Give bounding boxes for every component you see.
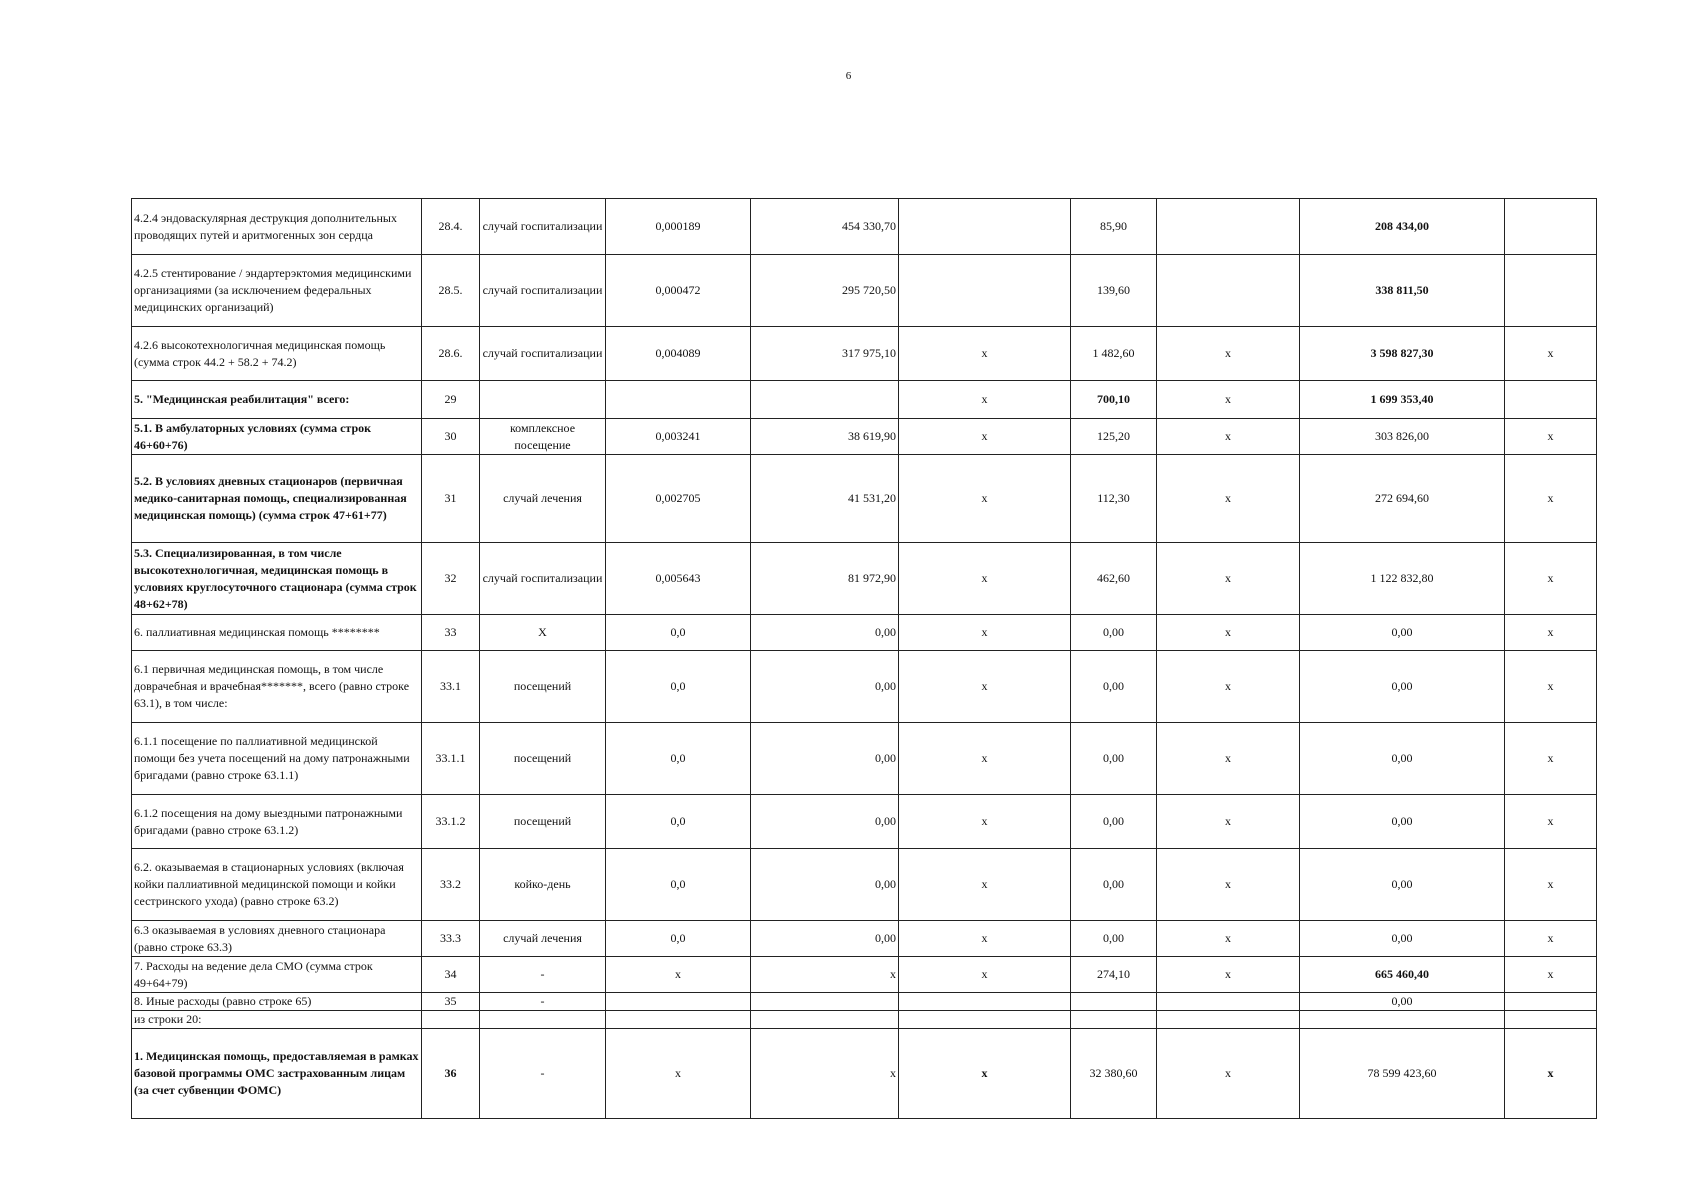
row-x2-cell: х [1157,795,1300,849]
row-total-cell: 1 699 353,40 [1300,381,1505,419]
row-unit-cell: Х [480,615,606,651]
row-norm-cell [606,381,751,419]
table-body [132,199,1597,1119]
row-cost-cell: х [751,1029,899,1119]
row-name-cell: 5.1. В амбулаторных условиях (сумма строк 46+60+76) [132,419,422,455]
row-x1-cell [899,255,1071,327]
row-per-capita-cell: 0,00 [1071,921,1157,957]
row-total-cell: 0,00 [1300,849,1505,921]
row-total-cell: 0,00 [1300,921,1505,957]
row-norm-cell: 0,004089 [606,327,751,381]
row-x1-cell: х [899,455,1071,543]
table-row [132,199,1597,255]
row-total-cell: 3 598 827,30 [1300,327,1505,381]
row-last-cell: х [1505,1029,1597,1119]
row-last-cell: х [1505,849,1597,921]
row-per-capita-cell: 85,90 [1071,199,1157,255]
row-last-cell [1505,255,1597,327]
table-row [132,993,1597,1011]
row-x2-cell: х [1157,543,1300,615]
row-unit-cell: посещений [480,795,606,849]
row-per-capita-cell: 112,30 [1071,455,1157,543]
row-code-cell: 33.2 [422,849,480,921]
row-code-cell: 28.6. [422,327,480,381]
row-total-cell: 0,00 [1300,723,1505,795]
row-unit-cell: случай лечения [480,921,606,957]
row-last-cell [1505,381,1597,419]
row-per-capita-cell: 0,00 [1071,651,1157,723]
row-x1-cell: х [899,615,1071,651]
row-x1-cell: х [899,795,1071,849]
row-code-cell: 33 [422,615,480,651]
row-name-cell: 6.3 оказываемая в условиях дневного стационара (равно строке 63.3) [132,921,422,957]
row-total-cell: 665 460,40 [1300,957,1505,993]
row-last-cell: х [1505,957,1597,993]
row-x1-cell [899,993,1071,1011]
row-norm-cell: 0,000472 [606,255,751,327]
row-last-cell: х [1505,543,1597,615]
row-x2-cell: х [1157,849,1300,921]
row-last-cell: х [1505,455,1597,543]
row-norm-cell: 0,0 [606,921,751,957]
row-last-cell [1505,1011,1597,1029]
row-code-cell: 36 [422,1029,480,1119]
row-name-cell: 5.3. Специализированная, в том числе высокотехнологичная, медицинская помощь в условиях круглосуточного стационара (сумма строк 48+62+78) [132,543,422,615]
row-x1-cell: х [899,921,1071,957]
row-code-cell [422,1011,480,1029]
row-cost-cell: 0,00 [751,795,899,849]
row-per-capita-cell: 700,10 [1071,381,1157,419]
row-cost-cell: 454 330,70 [751,199,899,255]
row-x2-cell: х [1157,957,1300,993]
row-unit-cell: посещений [480,651,606,723]
row-cost-cell: 295 720,50 [751,255,899,327]
row-last-cell [1505,993,1597,1011]
row-unit-cell: случай госпитализации [480,255,606,327]
row-unit-cell: случай госпитализации [480,543,606,615]
row-total-cell: 208 434,00 [1300,199,1505,255]
row-total-cell: 0,00 [1300,993,1505,1011]
row-cost-cell: 0,00 [751,615,899,651]
row-x2-cell: х [1157,419,1300,455]
row-x1-cell: х [899,651,1071,723]
row-name-cell: 5.2. В условиях дневных стационаров (первичная медико-санитарная помощь, специализированная медицинская помощь) (сумма строк 47+61+77) [132,455,422,543]
table-row [132,327,1597,381]
row-name-cell: 7. Расходы на ведение дела СМО (сумма строк 49+64+79) [132,957,422,993]
table-row [132,615,1597,651]
row-x2-cell [1157,255,1300,327]
table-row [132,543,1597,615]
row-name-cell: 4.2.5 стентирование / эндартерэктомия медицинскими организациями (за исключением федеральных медицинских организаций) [132,255,422,327]
row-unit-cell [480,381,606,419]
row-x1-cell [899,199,1071,255]
table-row [132,651,1597,723]
row-last-cell: х [1505,327,1597,381]
row-last-cell: х [1505,615,1597,651]
row-per-capita-cell [1071,993,1157,1011]
row-code-cell: 33.1.2 [422,795,480,849]
row-code-cell: 31 [422,455,480,543]
row-total-cell: 0,00 [1300,651,1505,723]
table-row [132,381,1597,419]
row-code-cell: 34 [422,957,480,993]
row-per-capita-cell: 0,00 [1071,795,1157,849]
row-per-capita-cell: 0,00 [1071,849,1157,921]
row-norm-cell: 0,0 [606,651,751,723]
row-x1-cell: х [899,957,1071,993]
row-x2-cell [1157,993,1300,1011]
row-cost-cell [751,993,899,1011]
row-total-cell: 272 694,60 [1300,455,1505,543]
row-code-cell: 32 [422,543,480,615]
table-row [132,419,1597,455]
row-unit-cell [480,1011,606,1029]
row-total-cell: 303 826,00 [1300,419,1505,455]
row-x1-cell: х [899,543,1071,615]
row-unit-cell: посещений [480,723,606,795]
row-last-cell: х [1505,795,1597,849]
row-x1-cell: х [899,419,1071,455]
row-total-cell: 338 811,50 [1300,255,1505,327]
row-per-capita-cell: 0,00 [1071,723,1157,795]
page-number: 6 [845,70,852,82]
row-name-cell: 4.2.4 эндоваскулярная деструкция дополнительных проводящих путей и аритмогенных зон сердца [132,199,422,255]
row-per-capita-cell: 274,10 [1071,957,1157,993]
row-x1-cell: х [899,1029,1071,1119]
row-cost-cell: 317 975,10 [751,327,899,381]
row-code-cell: 35 [422,993,480,1011]
row-norm-cell: 0,0 [606,795,751,849]
row-name-cell: 6.1.2 посещения на дому выездными патронажными бригадами (равно строке 63.1.2) [132,795,422,849]
row-x1-cell: х [899,327,1071,381]
row-norm-cell: х [606,957,751,993]
row-name-cell: 6.2. оказываемая в стационарных условиях (включая койки паллиативной медицинской помощи и койки сестринского ухода) (равно строке 63.2) [132,849,422,921]
row-last-cell [1505,199,1597,255]
table-row [132,849,1597,921]
row-total-cell: 0,00 [1300,795,1505,849]
row-cost-cell: 0,00 [751,723,899,795]
row-norm-cell: х [606,1029,751,1119]
row-unit-cell: - [480,1029,606,1119]
row-code-cell: 28.4. [422,199,480,255]
row-last-cell: х [1505,723,1597,795]
row-x2-cell: х [1157,723,1300,795]
row-code-cell: 33.3 [422,921,480,957]
table-row [132,921,1597,957]
row-norm-cell: 0,0 [606,723,751,795]
financial-table [131,198,1597,1119]
row-x2-cell: х [1157,615,1300,651]
row-norm-cell: 0,0 [606,615,751,651]
row-cost-cell [751,1011,899,1029]
row-unit-cell: случай госпитализации [480,327,606,381]
row-cost-cell: 0,00 [751,651,899,723]
row-cost-cell: 38 619,90 [751,419,899,455]
row-per-capita-cell: 0,00 [1071,615,1157,651]
table-row [132,795,1597,849]
row-name-cell: 1. Медицинская помощь, предоставляемая в рамках базовой программы ОМС застрахованным лицам (за счет субвенции ФОМС) [132,1029,422,1119]
row-x1-cell: х [899,723,1071,795]
row-per-capita-cell: 1 482,60 [1071,327,1157,381]
row-per-capita-cell: 462,60 [1071,543,1157,615]
row-name-cell: 5. "Медицинская реабилитация" всего: [132,381,422,419]
row-cost-cell: 0,00 [751,849,899,921]
row-code-cell: 28.5. [422,255,480,327]
row-last-cell: х [1505,419,1597,455]
row-total-cell [1300,1011,1505,1029]
table-row [132,1011,1597,1029]
row-name-cell: 4.2.6 высокотехнологичная медицинская помощь (сумма строк 44.2 + 58.2 + 74.2) [132,327,422,381]
row-norm-cell: 0,005643 [606,543,751,615]
row-cost-cell: 81 972,90 [751,543,899,615]
row-name-cell: 8. Иные расходы (равно строке 65) [132,993,422,1011]
row-name-cell: 6. паллиативная медицинская помощь ******** [132,615,422,651]
row-name-cell: 6.1.1 посещение по паллиативной медицинской помощи без учета посещений на дому патронажными бригадами (равно строке 63.1.1) [132,723,422,795]
row-cost-cell [751,381,899,419]
row-x2-cell: х [1157,381,1300,419]
row-x2-cell: х [1157,1029,1300,1119]
row-code-cell: 33.1 [422,651,480,723]
row-norm-cell: 0,003241 [606,419,751,455]
row-name-cell: из строки 20: [132,1011,422,1029]
row-total-cell: 1 122 832,80 [1300,543,1505,615]
row-cost-cell: 41 531,20 [751,455,899,543]
row-unit-cell: - [480,957,606,993]
row-last-cell: х [1505,651,1597,723]
row-per-capita-cell: 32 380,60 [1071,1029,1157,1119]
row-x1-cell: х [899,381,1071,419]
row-x1-cell [899,1011,1071,1029]
row-norm-cell [606,1011,751,1029]
row-code-cell: 29 [422,381,480,419]
row-norm-cell [606,993,751,1011]
row-x2-cell: х [1157,651,1300,723]
row-x2-cell: х [1157,921,1300,957]
row-norm-cell: 0,000189 [606,199,751,255]
row-per-capita-cell: 139,60 [1071,255,1157,327]
row-unit-cell: койко-день [480,849,606,921]
row-per-capita-cell [1071,1011,1157,1029]
row-total-cell: 78 599 423,60 [1300,1029,1505,1119]
row-last-cell: х [1505,921,1597,957]
row-unit-cell: случай лечения [480,455,606,543]
row-x2-cell: х [1157,455,1300,543]
row-norm-cell: 0,0 [606,849,751,921]
table-row [132,957,1597,993]
row-x2-cell: х [1157,327,1300,381]
row-total-cell: 0,00 [1300,615,1505,651]
row-unit-cell: случай госпитализации [480,199,606,255]
row-per-capita-cell: 125,20 [1071,419,1157,455]
row-x1-cell: х [899,849,1071,921]
row-code-cell: 33.1.1 [422,723,480,795]
row-unit-cell: комплексное посещение [480,419,606,455]
table-row [132,455,1597,543]
row-cost-cell: х [751,957,899,993]
row-unit-cell: - [480,993,606,1011]
row-x2-cell [1157,199,1300,255]
table-row [132,255,1597,327]
row-norm-cell: 0,002705 [606,455,751,543]
row-code-cell: 30 [422,419,480,455]
row-name-cell: 6.1 первичная медицинская помощь, в том числе доврачебная и врачебная*******, всего (равно строке 63.1), в том числе: [132,651,422,723]
table-row [132,1029,1597,1119]
row-cost-cell: 0,00 [751,921,899,957]
row-x2-cell [1157,1011,1300,1029]
table-row [132,723,1597,795]
